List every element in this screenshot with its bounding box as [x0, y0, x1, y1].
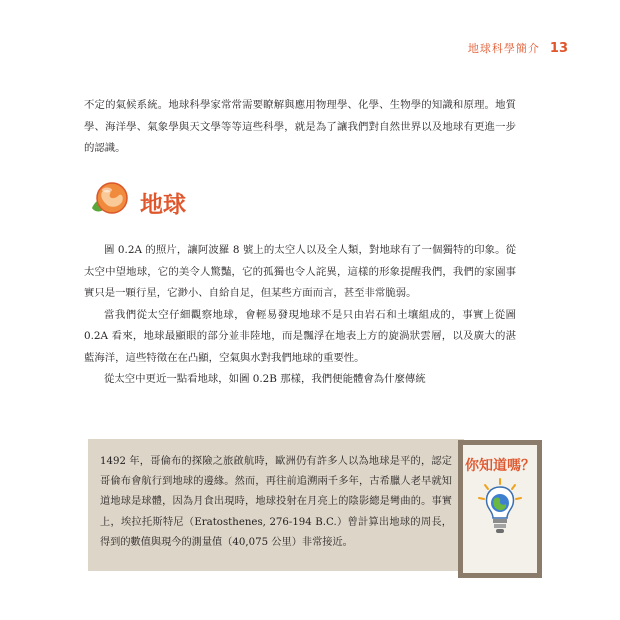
- running-header: [468, 40, 568, 56]
- did-you-know-text: 1492 年，哥倫布的探險之旅啟航時，歐洲仍有許多人以為地球是平的，認定哥倫布會航行到地球的邊緣。然而，再往前追溯兩千多年，古希臘人老早就知道地球是球體，因為月食出現時，地球投射在月亮上的陰影總是彎曲的。事實上，埃拉托斯特尼（Eratosthenes, 276-194 B.C.）曾計算出地球的周長，得到的數值與現今的測量值（40,075 公里）非常接近。: [100, 456, 452, 548]
- body-text: [84, 240, 516, 391]
- earth-leaf-icon: [88, 178, 132, 226]
- paragraph: 當我們從太空仔細觀察地球，會輕易發現地球不是只由岩石和土壤組成的，事實上從圖 0.2A 看來，地球最顯眼的部分並非陸地，而是飄浮在地表上方的旋渦狀雲層，以及廣大的湛藍海洋，這些特徵在在凸顯，空氣與水對我們地球的重要性。: [84, 308, 516, 364]
- section-title: 地球: [140, 191, 186, 218]
- header-title: 地球科學簡介: [467, 42, 540, 55]
- paragraph: 從太空中更近一點看地球，如圖 0.2B 那樣，我們便能體會為什麼傳統: [104, 373, 426, 385]
- page-number: 13: [549, 40, 568, 56]
- did-you-know-title: 你知道嗎？: [465, 458, 535, 474]
- lightbulb-globe-icon: [477, 478, 523, 544]
- section-heading: [88, 178, 186, 226]
- intro-paragraph: 不定的氣候系統。地球科學家常常需要瞭解與應用物理學、化學、生物學的知識和原理。地質學、海洋學、氣象學與天文學等等這些科學，就是為了讓我們對自然世界以及地球有更進一步的認識。: [84, 99, 516, 154]
- paragraph: 圖 0.2A 的照片，讓阿波羅 8 號上的太空人以及全人類，對地球有了一個獨特的印象。從太空中望地球，它的美令人驚豔，它的孤獨也令人詫異，這樣的形象提醒我們，我們的家園事實只是一顆行星，它渺小、自給自足，但某些方面而言，甚至非常脆弱。: [84, 244, 516, 299]
